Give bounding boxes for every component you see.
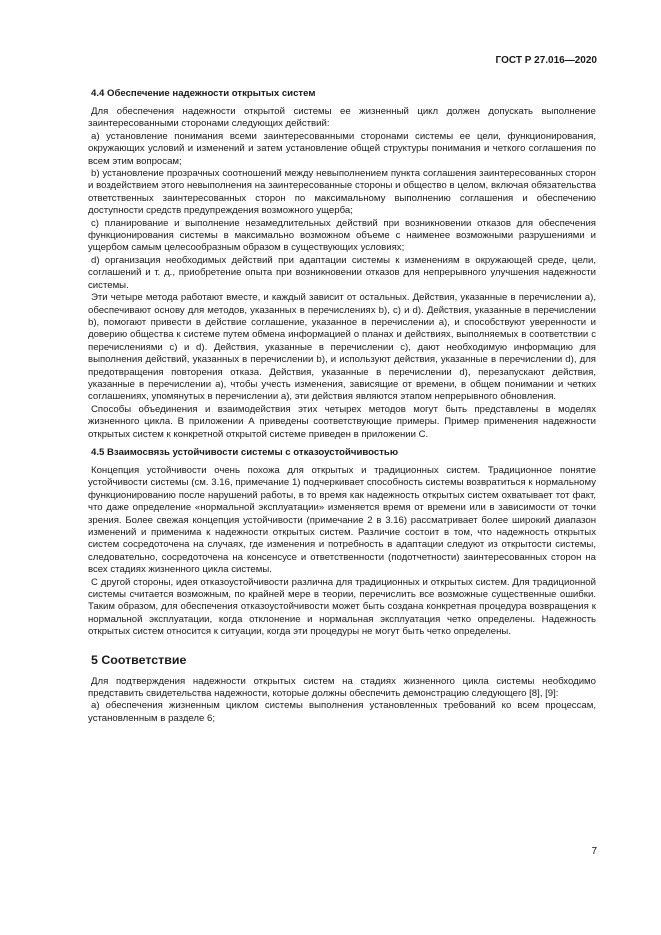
list-item-d: d) организация необходимых действий при адаптации системы к изменениям в окружающей среде, цели, соглашений и т. д., приобретение опыта при возникновении отказов для непрерывного улучшения надежности системы. — [88, 254, 596, 291]
section-4-4-heading: 4.4 Обеспечение надежности открытых систем — [91, 88, 316, 99]
section-5-heading: 5 Соответствие — [91, 652, 187, 667]
paragraph: Для обеспечения надежности открытой системы ее жизненный цикл должен допускать выполнение заинтересованными сторонами следующих действий: — [88, 106, 596, 130]
paragraph: Для подтверждения надежности открытых систем на стадиях жизненного цикла системы необходимо представить свидетельства надежности, которые должны обеспечить демонстрацию следующего [8], [9]: — [88, 675, 596, 700]
paragraph: Эти четыре метода работают вместе, и каждый зависит от остальных. Действия, указанные в перечислении а), обеспечивают основу для методов, указанных в перечислениях b), с) и d). Действия, указанные в перечислении b), помогают привести в действие соглашение, указанное в перечислении а), и способствуют уверенности и доверию общества к системе путем обмена информацией о планах и действиях, выполняемых в соответствии с перечислениями с) и d). Действия, указанные в перечислении с), дают необходимую информацию для выполнения действий, указанных в перечислении b), и используют действия, указанные в перечислении d), для предотвращения повторения отказа. Действия, указанные в перечислении d), перезапускают действия, указанные в перечислении а), чтобы учесть изменения, зависящие от времени, в общем понимании и четких соглашениях, упомянутых в перечислении а), эти действия являются этапом непрерывного обновления. — [88, 292, 596, 403]
list-item-b: b) установление прозрачных соотношений между невыполнением пункта соглашения заинтересованных сторон и воздействием этого невыполнения на заинтересованные стороны и общество в целом, включая обязательства ответственных заинтересованных сторон по максимальному выполнению соглашения и обеспечению доступности средств предупреждения возможного ущерба; — [88, 168, 596, 217]
list-item-a: а) установление понимания всеми заинтересованными сторонами системы ее цели, функционирования, окружающих условий и изменений и затем установление общей структуры понимания и четкого соглашения по всем этим вопросам; — [88, 130, 596, 167]
document-header: ГОСТ Р 27.016—2020 — [495, 55, 597, 66]
section-4-5-heading: 4.5 Взаимосвязь устойчивости системы с отказоустойчивостью — [91, 446, 399, 458]
page-content — [88, 88, 596, 725]
list-item-a: а) обеспечения жизненным циклом системы выполнения установленных требований ко всем процессам, установленным в разделе 6; — [88, 700, 596, 724]
paragraph: Концепция устойчивости очень похожа для открытых и традиционных систем. Традиционное понятие устойчивости системы (см. 3.16, примечание 1) подчеркивает способность системы возвратиться к нормальному функционированию после нарушений работы, в то время как надежность открытых систем охватывает тот факт, что даже определение «нормальной эксплуатации» изменяется время от времени или в зависимости от точки зрения. Более свежая концепция устойчивости (примечание 2 в 3.16) рассматривает более широкий диапазон изменений и применима к надежности открытых систем. Различие состоит в том, что надежность открытых систем сосредоточена на случаях, где изменения и потребность в адаптации следуют из открытости системы, следовательно, сосредоточена на консенсусе и ответственности (подотчетности) заинтересованных сторон на всех стадиях жизненного цикла системы. — [88, 464, 596, 576]
paragraph: Способы объединения и взаимодействия этих четырех методов могут быть представлены в моделях жизненного цикла. В приложении А приведены соответствующие примеры. Пример применения надежности открытых систем к конкретной открытой системе приведен в приложении С. — [88, 403, 596, 440]
page-number: 7 — [591, 846, 597, 857]
paragraph: С другой стороны, идея отказоустойчивости различна для традиционных и открытых систем. Для традиционной системы считается возможным, по крайней мере в теории, перечислить все возможные существенные ошибки. Таким образом, для обеспечения отказоустойчивости может быть создана конкретная процедура возвращения к нормальной эксплуатации, когда отклонение и нормальная эксплуатация четко определены. Надежность открытых систем относится к ситуации, когда эти процедуры не могут быть четко определены. — [88, 576, 596, 638]
list-item-c: с) планирование и выполнение незамедлительных действий при возникновении отказов для обеспечения функционирования системы в максимально возможном объеме с наименее возможными разрушениями и ущербом самым целесообразным образом в существующих условиях; — [88, 217, 596, 254]
